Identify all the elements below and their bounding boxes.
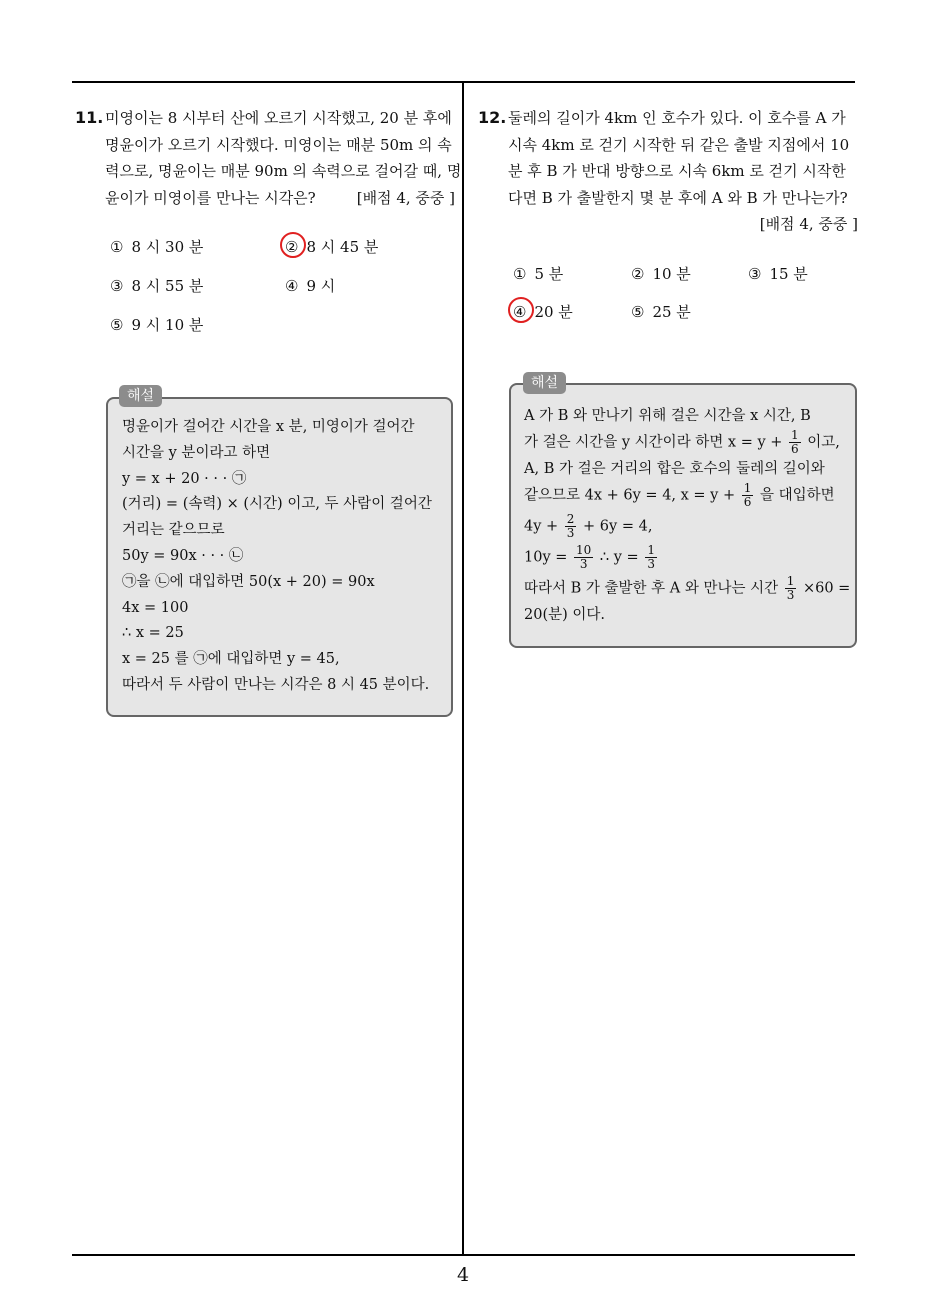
- solution-line: 따라서 B 가 출발한 후 A 와 만나는 시간 $\frac{1}{3}$ ×60 =: [524, 574, 851, 602]
- page-number: 4: [456, 1264, 470, 1286]
- question-text-line: 미영이는 8 시부터 산에 오르기 시작했고, 20 분 후에: [105, 109, 452, 127]
- question-text-line: 둘레의 길이가 4km 인 호수가 있다. 이 호수를 A 가: [508, 109, 846, 127]
- question-text-line: 분 후 B 가 반대 방향으로 시속 6km 로 걷기 시작한: [508, 162, 846, 180]
- choice-2[interactable]: ② 10 분: [631, 265, 691, 283]
- solution-line: 거리는 같으므로: [122, 522, 225, 539]
- solution-label: 해설: [119, 385, 162, 407]
- solution-line: 시간을 y 분이라고 하면: [122, 444, 271, 461]
- solution-line: 10y = $\frac{10}{3}$ ∴ y = $\frac{1}{3}$: [524, 543, 655, 571]
- choice-4[interactable]: ④ 9 시: [285, 277, 336, 295]
- fraction: $\frac{2}{3}$: [566, 512, 575, 540]
- solution-line: 따라서 두 사람이 만나는 시각은 8 시 45 분이다.: [122, 676, 430, 693]
- solution-line: A 가 B 와 만나기 위해 걸은 시간을 x 시간, B: [524, 408, 811, 424]
- solution-box-11: [106, 397, 453, 717]
- solution-line: 4y + $\frac{2}{3}$ + 6y = 4,: [524, 512, 653, 540]
- bottom-rule: [72, 1254, 855, 1256]
- solution-line: y = x + 20 · · · ㉠: [122, 470, 247, 487]
- solution-line: x = 25 를 ㉠에 대입하면 y = 45,: [122, 651, 340, 668]
- choice-5[interactable]: ⑤ 9 시 10 분: [110, 316, 204, 334]
- column-divider: [462, 82, 464, 1255]
- choice-3[interactable]: ③ 8 시 55 분: [110, 277, 204, 295]
- solution-line: 50y = 90x · · · ㉡: [122, 547, 244, 564]
- question-text-line: 시속 4km 로 걷기 시작한 뒤 같은 출발 지점에서 10: [508, 135, 850, 154]
- top-rule: [72, 81, 855, 83]
- fraction: $\frac{1}{6}$: [743, 481, 752, 509]
- solution-line: (거리) = (속력) × (시간) 이고, 두 사람이 걸어간: [122, 496, 432, 513]
- solution-label: 해설: [523, 372, 566, 394]
- solution-line: 4x = 100: [122, 599, 189, 616]
- solution-line: ∴ x = 25: [122, 625, 184, 642]
- solution-line: ㉠을 ㉡에 대입하면 50(x + 20) = 90x: [122, 573, 375, 590]
- question-number: 12.: [478, 108, 507, 127]
- selected-mark-icon: ④: [513, 303, 527, 321]
- question-text-line: 명윤이가 오르기 시작했다. 미영이는 매분 50m 의 속: [105, 135, 452, 154]
- choice-5[interactable]: ⑤ 25 분: [631, 303, 691, 321]
- question-11: [75, 105, 462, 211]
- question-meta: [배점 4, 중중 ]: [356, 188, 455, 207]
- selected-mark-icon: ②: [285, 238, 299, 256]
- question-number: 11.: [75, 108, 104, 127]
- solution-line: 20(분) 이다.: [524, 607, 606, 623]
- question-text-line: 력으로, 명윤이는 매분 90m 의 속력으로 걸어갈 때, 명: [105, 162, 462, 180]
- choice-1[interactable]: ① 8 시 30 분: [110, 238, 204, 256]
- fraction: $\frac{1}{3}$: [647, 543, 655, 571]
- solution-box-12: [509, 383, 857, 648]
- choice-1[interactable]: ① 5 분: [513, 265, 564, 283]
- choice-2-selected[interactable]: ② 8 시 45 분: [285, 238, 379, 256]
- solution-line: 명윤이가 걸어간 시간을 x 분, 미영이가 걸어간: [122, 419, 415, 435]
- solution-line: 가 걸은 시간을 y 시간이라 하면 x = y + $\frac{1}{6}$ 이고,: [524, 428, 840, 456]
- fraction: $\frac{10}{3}$: [576, 543, 592, 571]
- fraction: $\frac{1}{3}$: [786, 574, 795, 602]
- question-meta: [배점 4, 중중 ]: [759, 215, 858, 233]
- choice-4-selected[interactable]: ④ 20 분: [513, 303, 573, 321]
- question-text-line: 윤이가 미영이를 만나는 시각은?: [105, 188, 316, 207]
- choice-3[interactable]: ③ 15 분: [748, 265, 808, 283]
- solution-line: 같으므로 4x + 6y = 4, x = y + $\frac{1}{6}$ 을 대입하면: [524, 481, 835, 509]
- fraction: $\frac{1}{6}$: [791, 428, 799, 456]
- question-12: [478, 105, 858, 238]
- question-text-line: 다면 B 가 출발한지 몇 분 후에 A 와 B 가 만나는가?: [508, 188, 848, 207]
- solution-line: A, B 가 걸은 거리의 합은 호수의 둘레의 길이와: [524, 461, 825, 477]
